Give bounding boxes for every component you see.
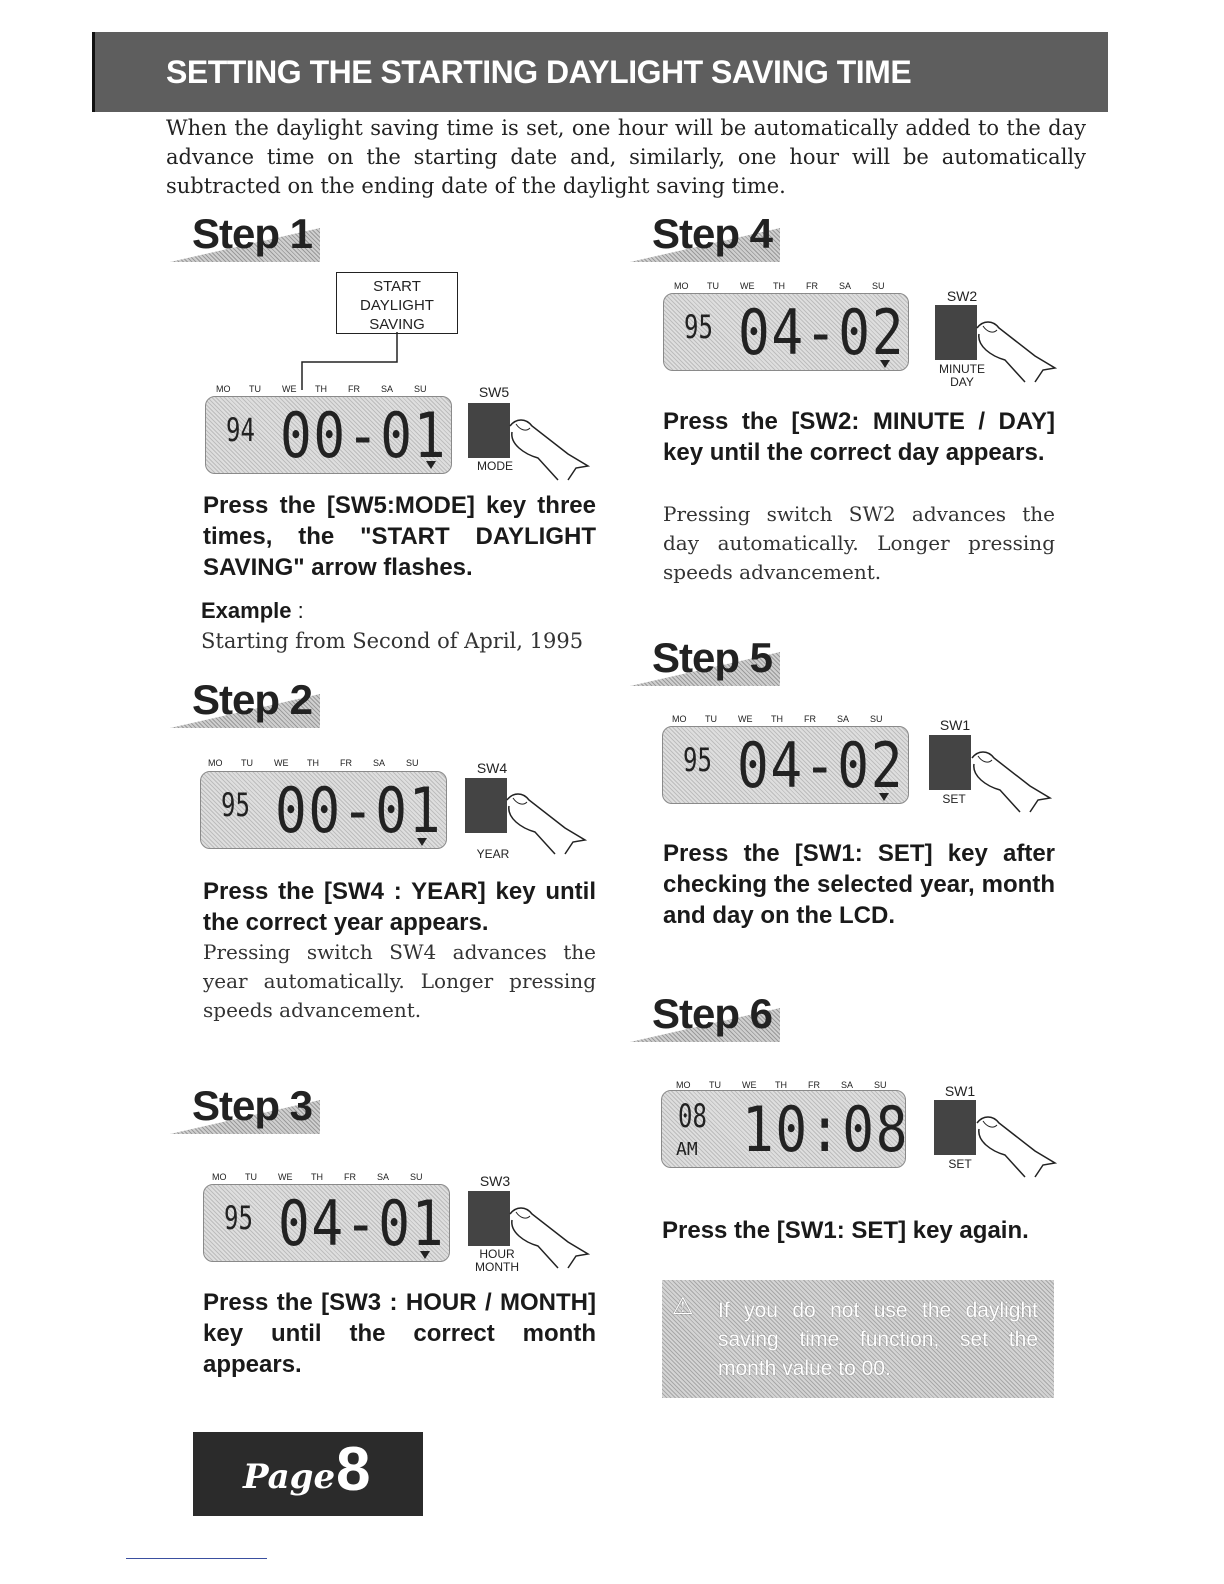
year-caption: YEAR (476, 847, 510, 861)
weekday-label: TU (707, 281, 719, 291)
warning-icon: ⚠ (672, 1293, 694, 1320)
lcd-display (663, 293, 909, 371)
step-5-instruction: Press the [SW1: SET] key after checking the selected year, month and day on the LCD. (663, 840, 1055, 929)
lcd-year-digits: 95 (684, 308, 713, 346)
sw4-label: SW4 (476, 760, 508, 776)
sw1-label: SW1 (944, 1083, 976, 1099)
sw1-set-key[interactable] (929, 735, 971, 790)
month-caption: MONTH (475, 1260, 519, 1274)
sw5-mode-key[interactable] (468, 403, 510, 458)
sw2-label: SW2 (946, 288, 978, 304)
callout-text: START DAYLIGHT SAVING (360, 278, 434, 333)
lcd-main-digits: 04-02 (738, 296, 906, 369)
step-6-instruction: Press the [SW1: SET] key again. (662, 1217, 1029, 1244)
pressing-finger-icon (970, 746, 1060, 816)
weekday-row (672, 714, 903, 724)
weekday-label: SA (377, 1172, 390, 1182)
weekday-label: SU (872, 281, 885, 291)
sw4-year-key[interactable] (465, 778, 507, 833)
step-4-label: Step 4 (652, 210, 773, 257)
weekday-label: MO (676, 1080, 691, 1090)
step-4-heading (630, 210, 790, 258)
weekday-label: TU (245, 1172, 257, 1182)
step-4-instruction: Press the [SW2: MINUTE / DAY] key until the correct day appears. (663, 408, 1055, 466)
step-2-instruction: Press the [SW4 : YEAR] key until the correct year appears. (203, 878, 596, 936)
weekday-label: FR (804, 714, 816, 724)
pressing-finger-icon (975, 316, 1065, 386)
step-1-instruction: Press the [SW5:MODE] key three times, the "START DAYLIGHT SAVING" arrow flashes. (203, 492, 596, 581)
lcd-display (203, 1184, 450, 1262)
weekday-label: MO (674, 281, 689, 291)
weekday-label: MO (216, 384, 231, 394)
weekday-row (674, 281, 905, 291)
weekday-label: WE (740, 281, 755, 291)
weekday-label: SA (837, 714, 850, 724)
sw3-label: SW3 (479, 1173, 511, 1189)
example-label: Example (201, 598, 292, 623)
lcd-indicator-arrow (880, 360, 890, 368)
set-caption: SET (942, 792, 966, 806)
weekday-label: WE (738, 714, 753, 724)
weekday-label: SU (874, 1080, 887, 1090)
step-3-heading (170, 1082, 330, 1130)
lcd-display (200, 771, 447, 849)
weekday-label: TU (705, 714, 717, 724)
pressing-finger-icon (508, 414, 598, 484)
weekday-label: SU (870, 714, 883, 724)
weekday-row (212, 1172, 443, 1182)
weekday-row (208, 758, 439, 768)
sw1-set-key[interactable] (934, 1100, 976, 1155)
weekday-label: TH (773, 281, 785, 291)
lcd-year-digits: 94 (226, 411, 255, 449)
example-heading (201, 598, 304, 624)
hour-caption: HOUR (479, 1247, 515, 1261)
intro-paragraph: When the daylight saving time is set, one hour will be automatically added to the day advance time on the starting date and, similarly, one hour will be automatically subtracted on the ending date of the daylight saving time. (166, 116, 1086, 198)
step-4-detail: Pressing switch SW2 advances the day automatically. Longer pressing speeds advancement. (663, 502, 1055, 584)
pressing-finger-icon (505, 788, 595, 858)
weekday-label: FR (348, 384, 360, 394)
weekday-label: SU (410, 1172, 423, 1182)
weekday-label: TU (709, 1080, 721, 1090)
weekday-label: WE (278, 1172, 293, 1182)
weekday-label: WE (742, 1080, 757, 1090)
step-3-instruction: Press the [SW3 : HOUR / MONTH] key until the correct month appears. (203, 1289, 596, 1378)
weekday-row (676, 1080, 907, 1090)
lcd-display (661, 1090, 910, 1168)
lcd-year-digits: 95 (221, 786, 250, 824)
lcd-main-digits: 04-02 (737, 729, 905, 802)
lcd-main-digits: 04-01 (278, 1187, 446, 1260)
footer-rule (126, 1558, 267, 1559)
lcd-year-digits: 95 (224, 1199, 253, 1237)
note-text: If you do not use the daylight saving time function, set the month value to 00. (718, 1299, 1038, 1380)
sw1-label: SW1 (939, 717, 971, 733)
page-number: 8 (336, 1435, 371, 1504)
sw5-label: SW5 (478, 384, 510, 400)
step-2-heading (170, 676, 330, 724)
step-2-detail: Pressing switch SW4 advances the year automatically. Longer pressing speeds advancement. (203, 940, 596, 1022)
step-5-heading (630, 634, 790, 682)
weekday-label: MO (212, 1172, 227, 1182)
weekday-label: FR (344, 1172, 356, 1182)
weekday-label: TH (771, 714, 783, 724)
step-2-label: Step 2 (192, 676, 313, 723)
set-caption: SET (948, 1157, 972, 1171)
sw3-hour-month-key[interactable] (468, 1191, 510, 1246)
mode-caption: MODE (477, 459, 513, 473)
step-5-label: Step 5 (652, 634, 773, 681)
step-3-label: Step 3 (192, 1082, 313, 1129)
weekday-label: TH (311, 1172, 323, 1182)
page-word: Page (243, 1457, 336, 1497)
weekday-label: SA (381, 384, 394, 394)
lcd-year-digits: 95 (683, 741, 712, 779)
weekday-label: MO (208, 758, 223, 768)
day-caption: DAY (950, 375, 974, 389)
step-1-label: Step 1 (192, 210, 313, 257)
weekday-label: SA (839, 281, 852, 291)
weekday-label: TH (775, 1080, 787, 1090)
lcd-main-digits: 00-01 (280, 399, 448, 472)
sw2-minute-day-key[interactable] (935, 305, 977, 360)
weekday-label: FR (340, 758, 352, 768)
weekday-label: TH (307, 758, 319, 768)
page-title: SETTING THE STARTING DAYLIGHT SAVING TIME (166, 54, 912, 90)
weekday-label: TH (315, 384, 327, 394)
weekday-label: TU (241, 758, 253, 768)
lcd-indicator-arrow (426, 461, 436, 469)
start-daylight-saving-callout (336, 272, 458, 334)
weekday-label: WE (274, 758, 289, 768)
callout-leader-line (290, 332, 410, 392)
lcd-indicator-arrow (417, 838, 427, 846)
lcd-main-digits: 00-01 (275, 774, 443, 847)
pressing-finger-icon (508, 1202, 598, 1272)
step-1-heading (170, 210, 330, 258)
weekday-label: WE (282, 384, 297, 394)
example-colon: : (297, 598, 304, 623)
lcd-display (662, 726, 909, 804)
lcd-time-digits: 10:08 (742, 1093, 910, 1166)
weekday-label: SA (841, 1080, 854, 1090)
step-6-heading (630, 990, 790, 1038)
weekday-label: SU (414, 384, 427, 394)
weekday-label: FR (806, 281, 818, 291)
lcd-am-indicator: AM (676, 1139, 698, 1160)
lcd-indicator-arrow (879, 793, 889, 801)
minute-caption: MINUTE (939, 362, 985, 376)
example-text: Starting from Second of April, 1995 (201, 629, 584, 653)
weekday-label: SA (373, 758, 386, 768)
lcd-display (205, 396, 452, 474)
weekday-label: MO (672, 714, 687, 724)
weekday-label: SU (406, 758, 419, 768)
weekday-label: FR (808, 1080, 820, 1090)
step-6-label: Step 6 (652, 990, 773, 1037)
lcd-date-digits: 08 (678, 1097, 707, 1135)
weekday-row (216, 384, 447, 394)
weekday-label: TU (249, 384, 261, 394)
lcd-indicator-arrow (420, 1251, 430, 1259)
pressing-finger-icon (975, 1111, 1065, 1181)
